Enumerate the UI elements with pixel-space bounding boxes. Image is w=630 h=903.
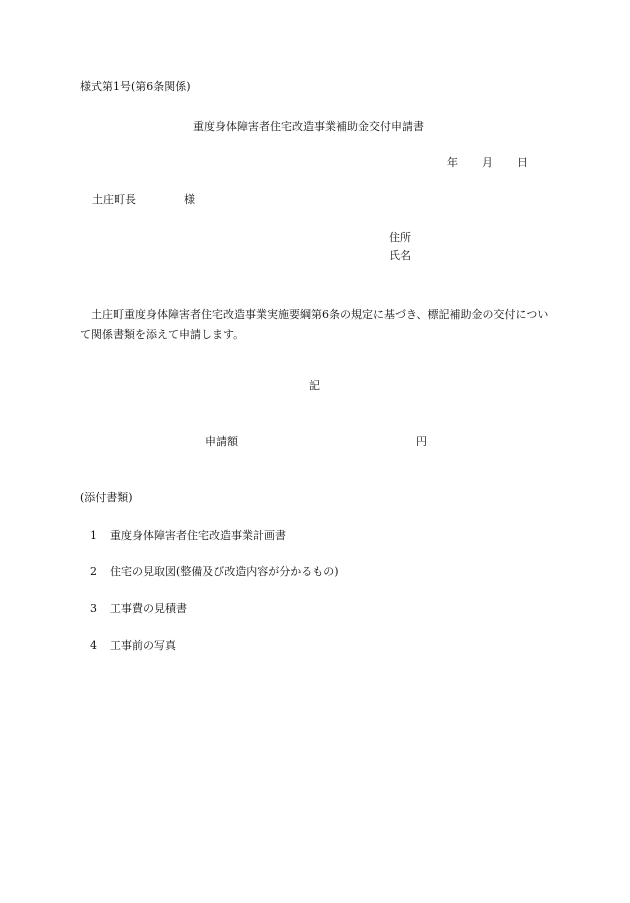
applicant-address-label: 住所 xyxy=(389,231,411,244)
application-body-text: 土庄町重度身体障害者住宅改造事業実施要綱第6条の規定に基づき、標記補助金の交付について関係書類を添えて申請します。 xyxy=(80,308,549,341)
application-amount-label: 申請額 xyxy=(205,435,238,448)
date-day-label: 日 xyxy=(517,156,528,169)
date-year-label: 年 xyxy=(447,156,458,169)
attachment-item-text: 住宅の見取図(整備及び改造内容が分かるもの) xyxy=(110,565,339,578)
attachment-item xyxy=(90,566,339,577)
attachment-item-text: 工事費の見積書 xyxy=(110,602,187,615)
applicant-name-label: 氏名 xyxy=(389,249,411,262)
attachment-item-text: 重度身体障害者住宅改造事業計画書 xyxy=(110,529,286,542)
document-title: 重度身体障害者住宅改造事業補助金交付申請書 xyxy=(193,120,424,133)
addressee-line xyxy=(92,194,195,205)
attachment-item-number: 3 xyxy=(90,602,97,615)
form-number: 様式第1号(第6条関係) xyxy=(80,80,191,93)
addressee-honorific: 様 xyxy=(184,193,195,206)
ki-heading: 記 xyxy=(309,379,320,392)
date-line xyxy=(447,157,528,168)
attachment-item xyxy=(90,603,187,614)
attachment-item xyxy=(90,530,286,541)
attachment-item xyxy=(90,640,176,651)
addressee-name: 土庄町長 xyxy=(92,193,136,206)
attachment-item-number: 4 xyxy=(90,639,97,652)
attachment-item-text: 工事前の写真 xyxy=(110,639,176,652)
date-month-label: 月 xyxy=(482,156,493,169)
attachment-item-number: 1 xyxy=(90,529,97,542)
attachments-heading: (添付書類) xyxy=(80,491,133,504)
application-amount-unit: 円 xyxy=(416,435,427,448)
attachment-item-number: 2 xyxy=(90,565,97,578)
